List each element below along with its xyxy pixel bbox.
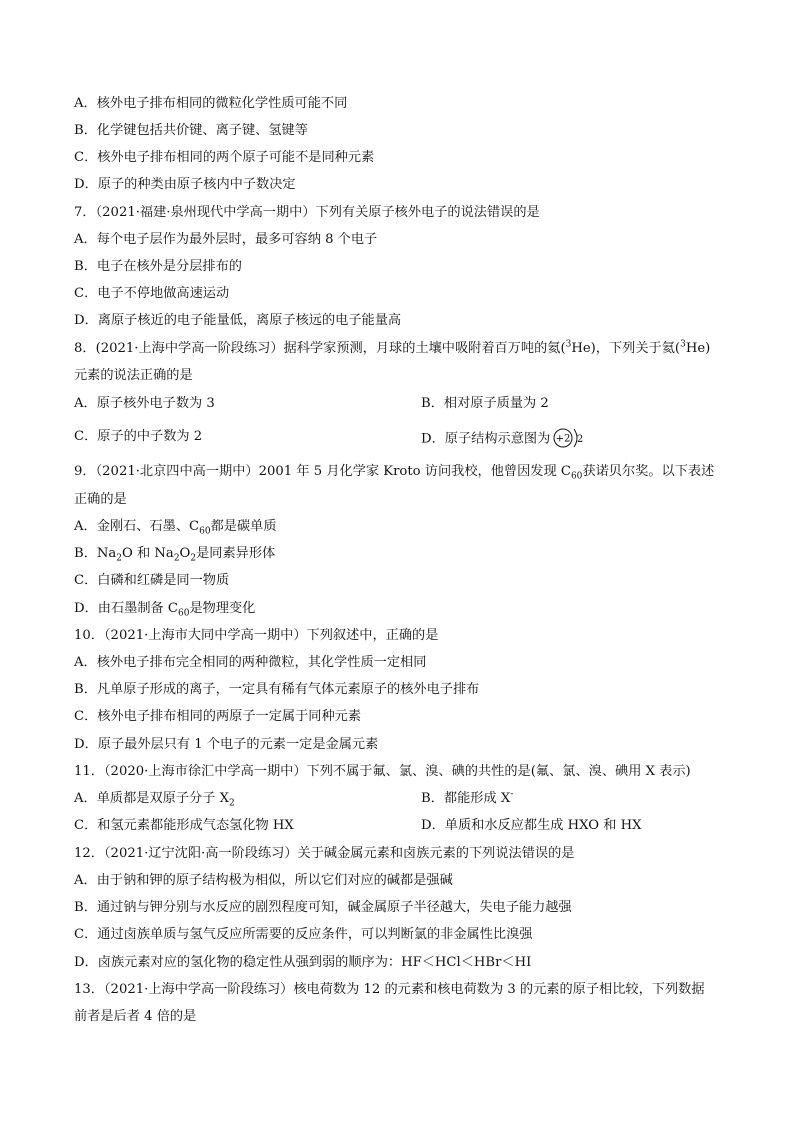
option-b-q11 — [421, 790, 513, 808]
option-row-q8-2 — [74, 428, 584, 447]
nucleus-charge: +2 — [555, 433, 571, 445]
option-a-q9-end: 都是碳单质 — [210, 519, 277, 534]
option-d-q9 — [74, 600, 255, 618]
question-number: 8． — [74, 341, 96, 356]
atom-structure-diagram — [552, 427, 588, 449]
question-8-stem: (2021·上海中学高一阶段练习）据科学家预测，月球的土壤中吸附着百万吨的氦( — [95, 341, 566, 356]
option-d-q10: D．原子最外层只有 1 个电子的元素一定是金属元素 — [74, 737, 379, 752]
superscript: 3 — [680, 339, 686, 350]
question-9-stem-end: 获诺贝尔奖。以下表述 — [582, 464, 715, 479]
option-b-q12: B．通过钠与钾分别与水反应的剧烈程度可知，碱金属原子半径越大，失电子能力越强 — [74, 900, 572, 915]
question-8 — [74, 340, 710, 358]
option-a-q12: A．由于钠和钾的原子结构极为相似，所以它们对应的碱都是强碱 — [74, 873, 453, 888]
option-b-q8: B．相对原子质量为 2 — [421, 396, 549, 411]
option-d-q9-text: D．由石墨制备 C — [74, 601, 178, 616]
option-b-q6: B．化学键包括共价键、离子键、氢键等 — [74, 123, 308, 138]
option-a-q11 — [74, 791, 235, 809]
option-d-q9-end: 是物理变化 — [189, 601, 256, 616]
option-a-q7: A．每个电子层作为最外层时，最多可容纳 8 个电子 — [74, 232, 378, 247]
question-12: 12．（2021·辽宁沈阳·高一阶段练习）关于碱金属元素和卤族元素的下列说法错误的是 — [74, 846, 575, 861]
option-row-q11-2 — [74, 817, 642, 835]
option-c-q11: C．和氢元素都能形成气态氢化物 HX — [74, 818, 294, 833]
subscript: 2 — [190, 553, 197, 564]
option-a-q9-text: A．金刚石、石墨、C — [74, 519, 200, 534]
subscript: 60 — [177, 608, 190, 619]
option-c-q6: C．核外电子排布相同的两个原子可能不是同种元素 — [74, 150, 375, 165]
question-7: 7．（2021·福建·泉州现代中学高一期中）下列有关原子核外电子的说法错误的是 — [74, 205, 540, 220]
option-a-q8: A．原子核外电子数为 3 — [74, 396, 215, 411]
option-c-q9: C．白磷和红磷是同一物质 — [74, 573, 230, 588]
option-d-q12: D．卤族元素对应的氢化物的稳定性从强到弱的顺序为：HF＜HCl＜HBr＜HI — [74, 955, 532, 970]
shell-electron-count: 2 — [577, 434, 584, 445]
option-d-q11: D．单质和水反应都生成 HXO 和 HX — [421, 818, 642, 833]
option-b-q9 — [74, 545, 275, 563]
option-c-q7: C．电子不停地做高速运动 — [74, 286, 230, 301]
option-d-q7: D．离原子核近的电子能量低，离原子核远的电子能量高 — [74, 313, 402, 328]
option-c-q8: C．原子的中子数为 2 — [74, 429, 203, 444]
question-8-stem-continued: He)，下列关于氦( — [571, 341, 681, 356]
option-b-q9-text: B．Na — [74, 546, 117, 561]
option-b-q9-end: 是同素异形体 — [196, 546, 276, 561]
option-c-q12: C．通过卤族单质与氢气反应所需要的反应条件，可以判断氯的非金属性比溴强 — [74, 927, 533, 942]
question-10: 10．（2021·上海市大同中学高一期中）下列叙述中，正确的是 — [74, 628, 439, 643]
option-a-q11-text: A．单质都是双原子分子 X — [74, 791, 229, 806]
subscript: 2 — [116, 553, 123, 564]
option-b-q10: B．凡单原子形成的离子，一定具有稀有气体元素原子的核外电子排布 — [74, 682, 480, 697]
option-d-q8-text: D．原子结构示意图为 — [421, 431, 551, 447]
option-d-q8 — [421, 428, 588, 450]
option-row-q8-1 — [74, 395, 549, 413]
option-b-q9-mid: O 和 Na — [122, 546, 174, 561]
option-c-q10: C．核外电子排布相同的两原子一定属于同种元素 — [74, 709, 362, 724]
subscript: 60 — [199, 526, 211, 537]
option-a-q9 — [74, 518, 277, 536]
question-9-stem: 9．（2021·北京四中高一期中）2001 年 5 月化学家 Kroto 访问我校，他曾因发现 C — [74, 464, 571, 479]
option-a-q6: A．核外电子排布相同的微粒化学性质可能不同 — [74, 96, 348, 111]
option-b-q7: B．电子在核外是分层排布的 — [74, 259, 242, 274]
option-b-q11-text: B．都能形成 X — [421, 791, 511, 806]
option-b-q9-mid2: O — [179, 546, 191, 561]
question-9 — [74, 463, 714, 481]
subscript: 2 — [228, 798, 235, 809]
question-8-line-2: 元素的说法正确的是 — [74, 368, 193, 383]
subscript: 60 — [570, 471, 583, 482]
question-13-line-2: 前者是后者 4 倍的是 — [74, 1009, 197, 1024]
superscript: - — [510, 789, 514, 800]
subscript: 2 — [173, 553, 180, 564]
question-8-stem-end: He) — [685, 341, 711, 356]
option-row-q11-1 — [74, 789, 514, 809]
question-11: 11．（2020·上海市徐汇中学高一期中）下列不属于氟、氯、溴、碘的共性的是(氟、氯、溴、碘用 X 表示) — [74, 764, 691, 779]
option-a-q10: A．核外电子排布完全相同的两种微粒，其化学性质一定相同 — [74, 655, 427, 670]
option-d-q6: D．原子的种类由原子核内中子数决定 — [74, 177, 296, 192]
question-13: 13．（2021·上海中学高一阶段练习）核电荷数为 12 的元素和核电荷数为 3 的元素的原子相比较，下列数据 — [74, 982, 705, 997]
question-9-line-2: 正确的是 — [74, 492, 127, 507]
superscript: 3 — [565, 339, 572, 350]
